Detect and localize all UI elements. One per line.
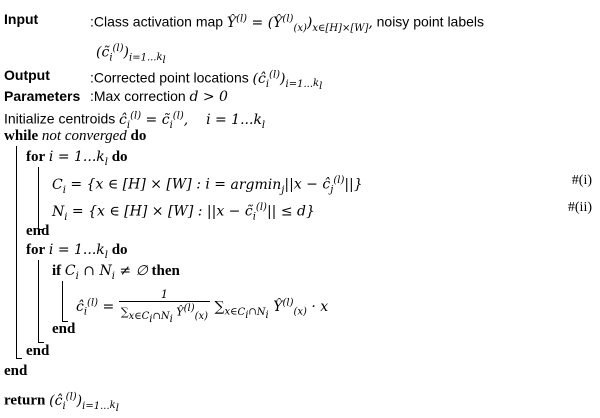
input-prefix: :Class activation map <box>90 13 224 30</box>
while-line <box>4 127 146 145</box>
if-condition: $C_i$ ∩ $N_i$ ≠ ∅ <box>64 263 148 282</box>
if-end: end <box>52 321 76 337</box>
input-description <box>90 10 484 37</box>
return-line <box>4 388 119 418</box>
init-text: Initialize centroids <box>4 110 116 127</box>
tag-i: #(i) <box>571 173 592 188</box>
output-label: Output <box>4 67 50 83</box>
then-keyword: then <box>151 263 180 279</box>
if-line <box>52 262 180 286</box>
output-prefix: :Corrected point locations <box>90 69 249 86</box>
while-do-keyword: do <box>130 128 147 144</box>
for1-range: $i = 1...k_l$ <box>48 149 108 168</box>
input-map-formula: $Ŷ^{(l)}$ = $(Ŷ^{(l)}_{(x)})_{x\in[H]\times[W]}$, <box>226 13 373 34</box>
while-scope-tick <box>16 358 22 359</box>
for2-keyword: for <box>26 242 46 258</box>
return-formula: $(ĉ_i^{(l)})_{i=1...k_l}$ <box>49 391 119 415</box>
update-fraction <box>119 288 210 326</box>
for2-end: end <box>26 343 50 359</box>
return-keyword: return <box>4 392 46 409</box>
for1-line <box>26 148 128 172</box>
for2-range: $i = 1...k_l$ <box>48 242 108 261</box>
parameters-prefix: :Max correction <box>90 88 186 104</box>
parameters-description <box>90 87 228 106</box>
while-condition: not converged <box>41 128 127 144</box>
output-formula: $(ĉ_i^{(l)})_{i=1...k_l}$ <box>252 69 323 93</box>
for1-do-keyword: do <box>111 149 128 165</box>
ni-formula: $N_i = \{x$ ∈ [H] × [W] : $||x - c̃_i^{(l)}|| \le d$} <box>52 202 315 223</box>
for1-scope-rule <box>38 167 39 229</box>
fraction-numerator: 1 <box>119 288 210 302</box>
while-end: end <box>4 363 28 379</box>
ci-formula: $C_i = \{x$ ∈ [H] × [W] : $i = argmin_j||x - ĉ_j^{(l)}||$} <box>52 175 363 196</box>
for1-keyword: for <box>26 149 46 165</box>
input-labels-formula: $(c̃_i^{(l)})_{i=1...k_l}$ <box>96 43 166 67</box>
if-keyword: if <box>52 263 62 279</box>
while-scope-rule <box>16 146 17 358</box>
init-formula: $ĉ_i^{(l)}$ = $c̃_i^{(l)}$, $i = 1...k_l$ <box>119 110 266 131</box>
while-keyword: while <box>4 128 39 144</box>
input-label: Input <box>4 11 39 27</box>
for1-end: end <box>26 223 50 239</box>
update-formula: $ĉ_i^{(l)}$ = $\frac{1}{\sum_{x\in C_i\cap N_i} Ŷ^{(l)}_{(x)}}$ $\sum_{x\in C_i\cap N_i}$ $Ŷ^{(l)}_{(x)} \cdot x$ <box>76 288 329 325</box>
if-scope-rule <box>62 281 63 321</box>
input-suffix: noisy point labels <box>376 13 485 30</box>
tag-ii: #(ii) <box>567 200 592 215</box>
for2-scope-rule <box>38 260 39 342</box>
for2-do-keyword: do <box>111 242 128 258</box>
parameters-label: Parameters <box>4 88 81 104</box>
parameters-formula: d > 0 <box>189 89 228 105</box>
fraction-denominator: $\sum_{x\in C_i\cap N_i}$ $Ŷ^{(l)}_{(x)}$ <box>120 303 209 325</box>
